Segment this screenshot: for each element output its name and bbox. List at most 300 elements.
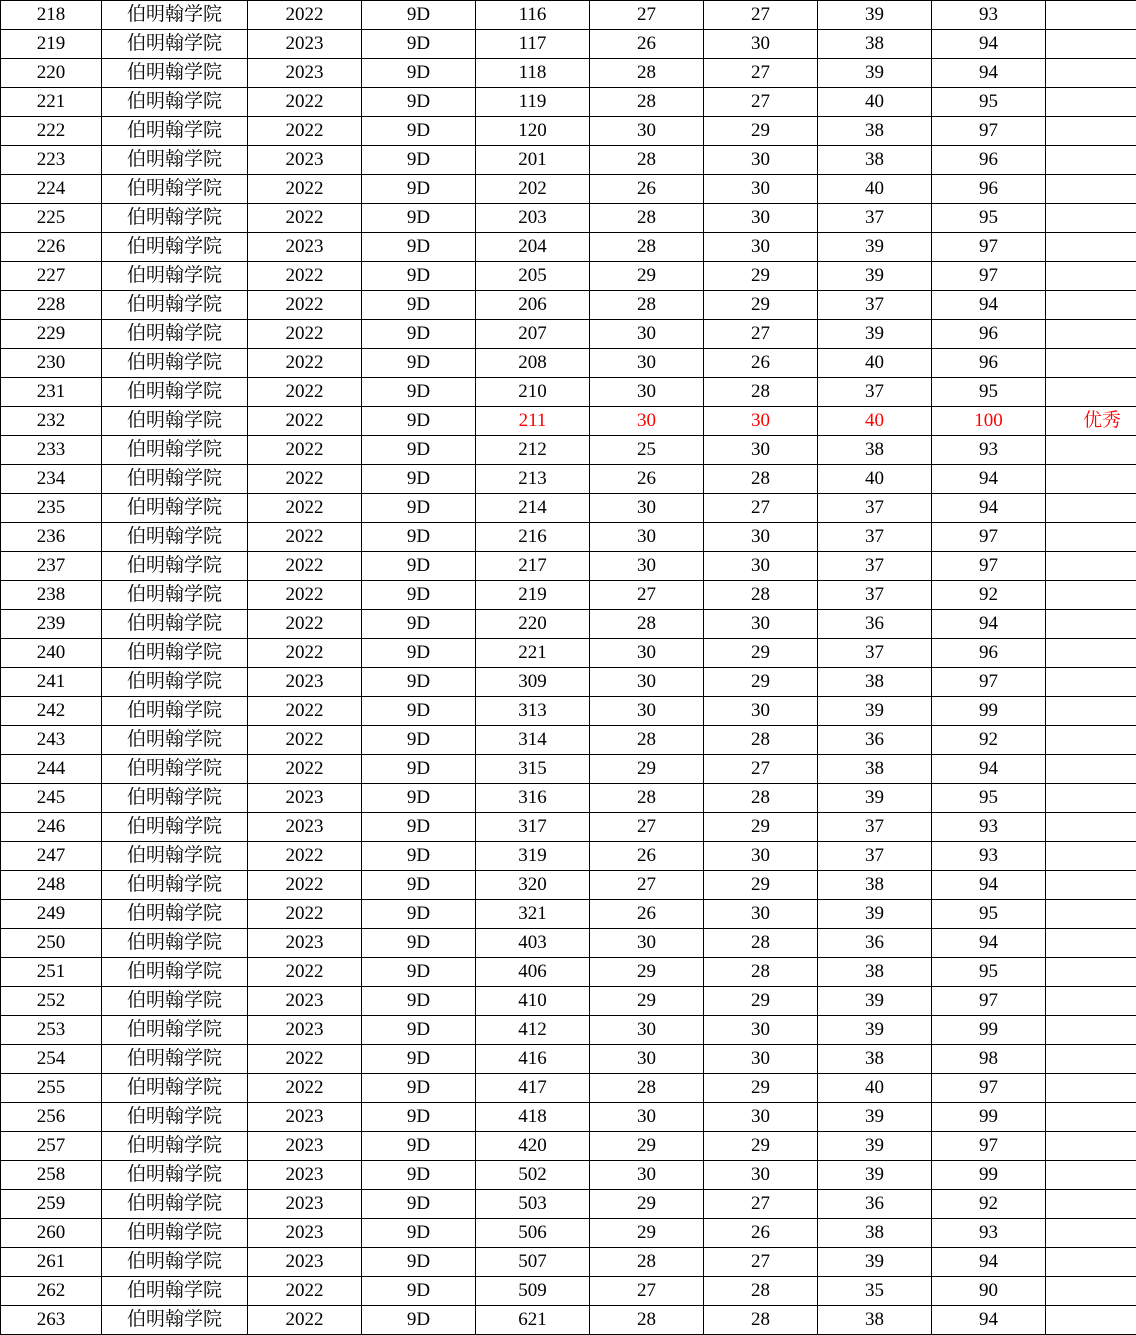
cell-index[interactable]: 234 [1, 465, 102, 494]
cell-index[interactable]: 219 [1, 30, 102, 59]
cell-year[interactable]: 2022 [248, 262, 362, 291]
cell-class[interactable]: 9D [362, 784, 476, 813]
cell-score2[interactable]: 30 [704, 1016, 818, 1045]
table-row[interactable] [1, 1161, 1136, 1190]
cell-remark[interactable] [1046, 349, 1136, 378]
cell-code[interactable]: 205 [476, 262, 590, 291]
cell-score1[interactable]: 29 [590, 1219, 704, 1248]
cell-school[interactable]: 伯明翰学院 [102, 668, 248, 697]
cell-remark[interactable] [1046, 436, 1136, 465]
cell-score2[interactable]: 27 [704, 1190, 818, 1219]
cell-score1[interactable]: 28 [590, 233, 704, 262]
cell-index[interactable]: 252 [1, 987, 102, 1016]
cell-code[interactable]: 216 [476, 523, 590, 552]
cell-class[interactable]: 9D [362, 407, 476, 436]
cell-total[interactable]: 99 [932, 1016, 1046, 1045]
cell-school[interactable]: 伯明翰学院 [102, 697, 248, 726]
cell-remark[interactable] [1046, 233, 1136, 262]
cell-score2[interactable]: 28 [704, 581, 818, 610]
cell-year[interactable]: 2022 [248, 1306, 362, 1335]
cell-index[interactable]: 222 [1, 117, 102, 146]
cell-school[interactable]: 伯明翰学院 [102, 30, 248, 59]
cell-total[interactable]: 99 [932, 1103, 1046, 1132]
cell-school[interactable]: 伯明翰学院 [102, 1306, 248, 1335]
cell-class[interactable]: 9D [362, 523, 476, 552]
cell-year[interactable]: 2023 [248, 1132, 362, 1161]
cell-remark[interactable] [1046, 117, 1136, 146]
cell-year[interactable]: 2022 [248, 494, 362, 523]
cell-score3[interactable]: 37 [818, 291, 932, 320]
cell-score2[interactable]: 30 [704, 697, 818, 726]
cell-school[interactable]: 伯明翰学院 [102, 1277, 248, 1306]
cell-total[interactable]: 95 [932, 784, 1046, 813]
cell-class[interactable]: 9D [362, 146, 476, 175]
cell-class[interactable]: 9D [362, 465, 476, 494]
cell-class[interactable]: 9D [362, 175, 476, 204]
table-row[interactable] [1, 1277, 1136, 1306]
table-row[interactable] [1, 175, 1136, 204]
cell-index[interactable]: 220 [1, 59, 102, 88]
table-row[interactable] [1, 146, 1136, 175]
cell-index[interactable]: 248 [1, 871, 102, 900]
cell-score2[interactable]: 30 [704, 842, 818, 871]
cell-year[interactable]: 2023 [248, 1248, 362, 1277]
cell-remark[interactable] [1046, 1074, 1136, 1103]
cell-school[interactable]: 伯明翰学院 [102, 1, 248, 30]
cell-total[interactable]: 96 [932, 320, 1046, 349]
cell-code[interactable]: 313 [476, 697, 590, 726]
cell-code[interactable]: 418 [476, 1103, 590, 1132]
cell-total[interactable]: 97 [932, 987, 1046, 1016]
cell-remark[interactable] [1046, 320, 1136, 349]
cell-remark[interactable] [1046, 610, 1136, 639]
table-row[interactable] [1, 1016, 1136, 1045]
cell-total[interactable]: 95 [932, 958, 1046, 987]
cell-score2[interactable]: 29 [704, 1132, 818, 1161]
cell-year[interactable]: 2022 [248, 349, 362, 378]
cell-total[interactable]: 95 [932, 204, 1046, 233]
cell-score2[interactable]: 28 [704, 1306, 818, 1335]
cell-total[interactable]: 97 [932, 233, 1046, 262]
cell-index[interactable]: 258 [1, 1161, 102, 1190]
cell-score1[interactable]: 25 [590, 436, 704, 465]
cell-score2[interactable]: 30 [704, 1161, 818, 1190]
cell-class[interactable]: 9D [362, 262, 476, 291]
cell-school[interactable]: 伯明翰学院 [102, 552, 248, 581]
cell-year[interactable]: 2022 [248, 1045, 362, 1074]
table-row[interactable] [1, 1074, 1136, 1103]
cell-total[interactable]: 92 [932, 726, 1046, 755]
cell-school[interactable]: 伯明翰学院 [102, 88, 248, 117]
cell-score3[interactable]: 36 [818, 726, 932, 755]
cell-total[interactable]: 92 [932, 1190, 1046, 1219]
cell-year[interactable]: 2022 [248, 871, 362, 900]
table-row[interactable] [1, 610, 1136, 639]
cell-year[interactable]: 2022 [248, 117, 362, 146]
cell-score1[interactable]: 30 [590, 349, 704, 378]
cell-score3[interactable]: 38 [818, 755, 932, 784]
cell-code[interactable]: 412 [476, 1016, 590, 1045]
cell-year[interactable]: 2023 [248, 1103, 362, 1132]
cell-score2[interactable]: 28 [704, 378, 818, 407]
cell-score3[interactable]: 39 [818, 784, 932, 813]
cell-index[interactable]: 261 [1, 1248, 102, 1277]
cell-index[interactable]: 224 [1, 175, 102, 204]
cell-score2[interactable]: 28 [704, 958, 818, 987]
cell-year[interactable]: 2023 [248, 30, 362, 59]
cell-remark[interactable] [1046, 958, 1136, 987]
cell-score3[interactable]: 40 [818, 465, 932, 494]
cell-code[interactable]: 319 [476, 842, 590, 871]
cell-score3[interactable]: 38 [818, 668, 932, 697]
table-row[interactable] [1, 117, 1136, 146]
cell-school[interactable]: 伯明翰学院 [102, 1219, 248, 1248]
cell-score3[interactable]: 36 [818, 610, 932, 639]
cell-school[interactable]: 伯明翰学院 [102, 1248, 248, 1277]
cell-class[interactable]: 9D [362, 610, 476, 639]
cell-remark[interactable] [1046, 204, 1136, 233]
cell-year[interactable]: 2022 [248, 697, 362, 726]
cell-code[interactable]: 118 [476, 59, 590, 88]
cell-total[interactable]: 95 [932, 378, 1046, 407]
cell-total[interactable]: 92 [932, 581, 1046, 610]
cell-remark[interactable] [1046, 784, 1136, 813]
cell-code[interactable]: 417 [476, 1074, 590, 1103]
cell-score3[interactable]: 37 [818, 639, 932, 668]
cell-remark[interactable] [1046, 1, 1136, 30]
cell-code[interactable]: 207 [476, 320, 590, 349]
cell-year[interactable]: 2022 [248, 581, 362, 610]
cell-class[interactable]: 9D [362, 1248, 476, 1277]
table-row[interactable] [1, 987, 1136, 1016]
cell-index[interactable]: 251 [1, 958, 102, 987]
cell-index[interactable]: 226 [1, 233, 102, 262]
cell-index[interactable]: 240 [1, 639, 102, 668]
cell-school[interactable]: 伯明翰学院 [102, 146, 248, 175]
cell-score1[interactable]: 29 [590, 755, 704, 784]
cell-year[interactable]: 2022 [248, 407, 362, 436]
cell-index[interactable]: 221 [1, 88, 102, 117]
cell-class[interactable]: 9D [362, 1016, 476, 1045]
cell-score3[interactable]: 37 [818, 378, 932, 407]
table-row[interactable] [1, 697, 1136, 726]
table-row[interactable] [1, 465, 1136, 494]
cell-code[interactable]: 410 [476, 987, 590, 1016]
cell-score1[interactable]: 29 [590, 1190, 704, 1219]
cell-school[interactable]: 伯明翰学院 [102, 784, 248, 813]
cell-school[interactable]: 伯明翰学院 [102, 523, 248, 552]
cell-score3[interactable]: 40 [818, 407, 932, 436]
cell-remark[interactable]: 优秀 [1046, 407, 1136, 436]
cell-score2[interactable]: 29 [704, 871, 818, 900]
cell-school[interactable]: 伯明翰学院 [102, 465, 248, 494]
cell-class[interactable]: 9D [362, 88, 476, 117]
cell-score1[interactable]: 28 [590, 610, 704, 639]
cell-score1[interactable]: 29 [590, 958, 704, 987]
cell-code[interactable]: 221 [476, 639, 590, 668]
cell-score2[interactable]: 27 [704, 1248, 818, 1277]
cell-code[interactable]: 201 [476, 146, 590, 175]
cell-index[interactable]: 255 [1, 1074, 102, 1103]
cell-class[interactable]: 9D [362, 378, 476, 407]
cell-class[interactable]: 9D [362, 900, 476, 929]
cell-score2[interactable]: 29 [704, 813, 818, 842]
cell-total[interactable]: 94 [932, 59, 1046, 88]
cell-score2[interactable]: 27 [704, 320, 818, 349]
cell-class[interactable]: 9D [362, 1190, 476, 1219]
cell-total[interactable]: 93 [932, 436, 1046, 465]
cell-score2[interactable]: 28 [704, 1277, 818, 1306]
cell-total[interactable]: 96 [932, 639, 1046, 668]
cell-score1[interactable]: 30 [590, 1161, 704, 1190]
cell-school[interactable]: 伯明翰学院 [102, 1016, 248, 1045]
cell-school[interactable]: 伯明翰学院 [102, 378, 248, 407]
cell-index[interactable]: 237 [1, 552, 102, 581]
cell-index[interactable]: 257 [1, 1132, 102, 1161]
table-row[interactable] [1, 842, 1136, 871]
cell-class[interactable]: 9D [362, 349, 476, 378]
table-row[interactable] [1, 813, 1136, 842]
cell-score1[interactable]: 30 [590, 1016, 704, 1045]
cell-school[interactable]: 伯明翰学院 [102, 233, 248, 262]
cell-score2[interactable]: 29 [704, 291, 818, 320]
cell-score2[interactable]: 27 [704, 755, 818, 784]
cell-year[interactable]: 2023 [248, 784, 362, 813]
cell-school[interactable]: 伯明翰学院 [102, 1103, 248, 1132]
cell-index[interactable]: 229 [1, 320, 102, 349]
cell-score3[interactable]: 39 [818, 1016, 932, 1045]
cell-score1[interactable]: 27 [590, 813, 704, 842]
cell-index[interactable]: 241 [1, 668, 102, 697]
table-row[interactable] [1, 320, 1136, 349]
cell-remark[interactable] [1046, 1219, 1136, 1248]
cell-score2[interactable]: 30 [704, 900, 818, 929]
cell-score2[interactable]: 28 [704, 726, 818, 755]
cell-class[interactable]: 9D [362, 668, 476, 697]
cell-score1[interactable]: 30 [590, 320, 704, 349]
cell-school[interactable]: 伯明翰学院 [102, 900, 248, 929]
cell-score3[interactable]: 37 [818, 204, 932, 233]
cell-score1[interactable]: 28 [590, 146, 704, 175]
cell-class[interactable]: 9D [362, 552, 476, 581]
cell-year[interactable]: 2023 [248, 146, 362, 175]
cell-score3[interactable]: 39 [818, 987, 932, 1016]
cell-year[interactable]: 2022 [248, 1277, 362, 1306]
cell-code[interactable]: 119 [476, 88, 590, 117]
cell-remark[interactable] [1046, 1132, 1136, 1161]
cell-class[interactable]: 9D [362, 1132, 476, 1161]
table-row[interactable] [1, 59, 1136, 88]
table-row[interactable] [1, 1132, 1136, 1161]
cell-code[interactable]: 212 [476, 436, 590, 465]
cell-year[interactable]: 2022 [248, 88, 362, 117]
cell-remark[interactable] [1046, 668, 1136, 697]
cell-score2[interactable]: 27 [704, 1, 818, 30]
cell-score1[interactable]: 28 [590, 726, 704, 755]
table-row[interactable] [1, 436, 1136, 465]
cell-class[interactable]: 9D [362, 59, 476, 88]
cell-year[interactable]: 2022 [248, 465, 362, 494]
cell-remark[interactable] [1046, 813, 1136, 842]
cell-score1[interactable]: 30 [590, 552, 704, 581]
cell-remark[interactable] [1046, 842, 1136, 871]
cell-year[interactable]: 2022 [248, 320, 362, 349]
table-row[interactable] [1, 581, 1136, 610]
cell-remark[interactable] [1046, 697, 1136, 726]
cell-remark[interactable] [1046, 59, 1136, 88]
cell-score1[interactable]: 28 [590, 291, 704, 320]
table-row[interactable] [1, 639, 1136, 668]
cell-score3[interactable]: 39 [818, 59, 932, 88]
table-row[interactable] [1, 1248, 1136, 1277]
cell-score3[interactable]: 40 [818, 1074, 932, 1103]
cell-remark[interactable] [1046, 1306, 1136, 1335]
cell-remark[interactable] [1046, 929, 1136, 958]
cell-code[interactable]: 416 [476, 1045, 590, 1074]
cell-year[interactable]: 2023 [248, 1016, 362, 1045]
cell-score3[interactable]: 37 [818, 494, 932, 523]
table-row[interactable] [1, 755, 1136, 784]
cell-class[interactable]: 9D [362, 958, 476, 987]
cell-code[interactable]: 315 [476, 755, 590, 784]
cell-score3[interactable]: 39 [818, 697, 932, 726]
cell-index[interactable]: 231 [1, 378, 102, 407]
cell-school[interactable]: 伯明翰学院 [102, 1161, 248, 1190]
cell-index[interactable]: 253 [1, 1016, 102, 1045]
table-row[interactable] [1, 1219, 1136, 1248]
cell-score1[interactable]: 30 [590, 929, 704, 958]
cell-score1[interactable]: 30 [590, 117, 704, 146]
cell-remark[interactable] [1046, 1161, 1136, 1190]
cell-class[interactable]: 9D [362, 1306, 476, 1335]
cell-score2[interactable]: 27 [704, 59, 818, 88]
cell-code[interactable]: 213 [476, 465, 590, 494]
table-row[interactable] [1, 291, 1136, 320]
cell-remark[interactable] [1046, 1045, 1136, 1074]
cell-index[interactable]: 249 [1, 900, 102, 929]
cell-year[interactable]: 2022 [248, 204, 362, 233]
cell-score1[interactable]: 27 [590, 871, 704, 900]
cell-score1[interactable]: 28 [590, 1306, 704, 1335]
cell-class[interactable]: 9D [362, 929, 476, 958]
cell-total[interactable]: 94 [932, 291, 1046, 320]
cell-score1[interactable]: 30 [590, 697, 704, 726]
cell-year[interactable]: 2022 [248, 436, 362, 465]
cell-code[interactable]: 316 [476, 784, 590, 813]
cell-school[interactable]: 伯明翰学院 [102, 436, 248, 465]
cell-code[interactable]: 202 [476, 175, 590, 204]
table-row[interactable] [1, 1103, 1136, 1132]
cell-score3[interactable]: 40 [818, 349, 932, 378]
cell-remark[interactable] [1046, 523, 1136, 552]
cell-year[interactable]: 2022 [248, 291, 362, 320]
cell-score1[interactable]: 30 [590, 1103, 704, 1132]
table-row[interactable] [1, 784, 1136, 813]
cell-code[interactable]: 206 [476, 291, 590, 320]
cell-code[interactable]: 116 [476, 1, 590, 30]
cell-score3[interactable]: 40 [818, 175, 932, 204]
cell-code[interactable]: 321 [476, 900, 590, 929]
cell-year[interactable]: 2022 [248, 175, 362, 204]
cell-score1[interactable]: 28 [590, 1074, 704, 1103]
cell-score1[interactable]: 30 [590, 378, 704, 407]
table-row[interactable] [1, 494, 1136, 523]
cell-score1[interactable]: 26 [590, 465, 704, 494]
cell-total[interactable]: 95 [932, 88, 1046, 117]
cell-year[interactable]: 2023 [248, 813, 362, 842]
cell-code[interactable]: 420 [476, 1132, 590, 1161]
cell-code[interactable]: 208 [476, 349, 590, 378]
cell-index[interactable]: 262 [1, 1277, 102, 1306]
cell-total[interactable]: 93 [932, 842, 1046, 871]
cell-school[interactable]: 伯明翰学院 [102, 175, 248, 204]
cell-class[interactable]: 9D [362, 581, 476, 610]
cell-index[interactable]: 223 [1, 146, 102, 175]
cell-school[interactable]: 伯明翰学院 [102, 929, 248, 958]
cell-total[interactable]: 93 [932, 1, 1046, 30]
cell-code[interactable]: 317 [476, 813, 590, 842]
table-row[interactable] [1, 958, 1136, 987]
cell-score2[interactable]: 27 [704, 494, 818, 523]
cell-remark[interactable] [1046, 175, 1136, 204]
cell-index[interactable]: 259 [1, 1190, 102, 1219]
cell-total[interactable]: 100 [932, 407, 1046, 436]
cell-code[interactable]: 320 [476, 871, 590, 900]
cell-score3[interactable]: 38 [818, 1219, 932, 1248]
cell-score2[interactable]: 30 [704, 175, 818, 204]
cell-score3[interactable]: 37 [818, 552, 932, 581]
cell-score2[interactable]: 29 [704, 1074, 818, 1103]
cell-remark[interactable] [1046, 1016, 1136, 1045]
cell-index[interactable]: 244 [1, 755, 102, 784]
cell-index[interactable]: 236 [1, 523, 102, 552]
cell-score3[interactable]: 39 [818, 262, 932, 291]
table-row[interactable] [1, 1045, 1136, 1074]
cell-class[interactable]: 9D [362, 1103, 476, 1132]
cell-score1[interactable]: 30 [590, 1045, 704, 1074]
cell-score3[interactable]: 37 [818, 523, 932, 552]
cell-index[interactable]: 232 [1, 407, 102, 436]
cell-index[interactable]: 242 [1, 697, 102, 726]
cell-index[interactable]: 247 [1, 842, 102, 871]
cell-index[interactable]: 228 [1, 291, 102, 320]
cell-remark[interactable] [1046, 1248, 1136, 1277]
cell-score2[interactable]: 30 [704, 30, 818, 59]
cell-class[interactable]: 9D [362, 30, 476, 59]
cell-index[interactable]: 254 [1, 1045, 102, 1074]
cell-score1[interactable]: 28 [590, 1248, 704, 1277]
cell-remark[interactable] [1046, 987, 1136, 1016]
cell-class[interactable]: 9D [362, 842, 476, 871]
cell-score2[interactable]: 30 [704, 204, 818, 233]
cell-code[interactable]: 217 [476, 552, 590, 581]
cell-school[interactable]: 伯明翰学院 [102, 726, 248, 755]
cell-school[interactable]: 伯明翰学院 [102, 291, 248, 320]
cell-school[interactable]: 伯明翰学院 [102, 1045, 248, 1074]
cell-score1[interactable]: 29 [590, 987, 704, 1016]
cell-remark[interactable] [1046, 1103, 1136, 1132]
cell-remark[interactable] [1046, 378, 1136, 407]
table-row[interactable] [1, 668, 1136, 697]
cell-remark[interactable] [1046, 755, 1136, 784]
cell-score1[interactable]: 30 [590, 494, 704, 523]
cell-total[interactable]: 94 [932, 1306, 1046, 1335]
cell-class[interactable]: 9D [362, 291, 476, 320]
cell-score2[interactable]: 28 [704, 465, 818, 494]
cell-class[interactable]: 9D [362, 1074, 476, 1103]
cell-index[interactable]: 230 [1, 349, 102, 378]
table-row[interactable] [1, 233, 1136, 262]
